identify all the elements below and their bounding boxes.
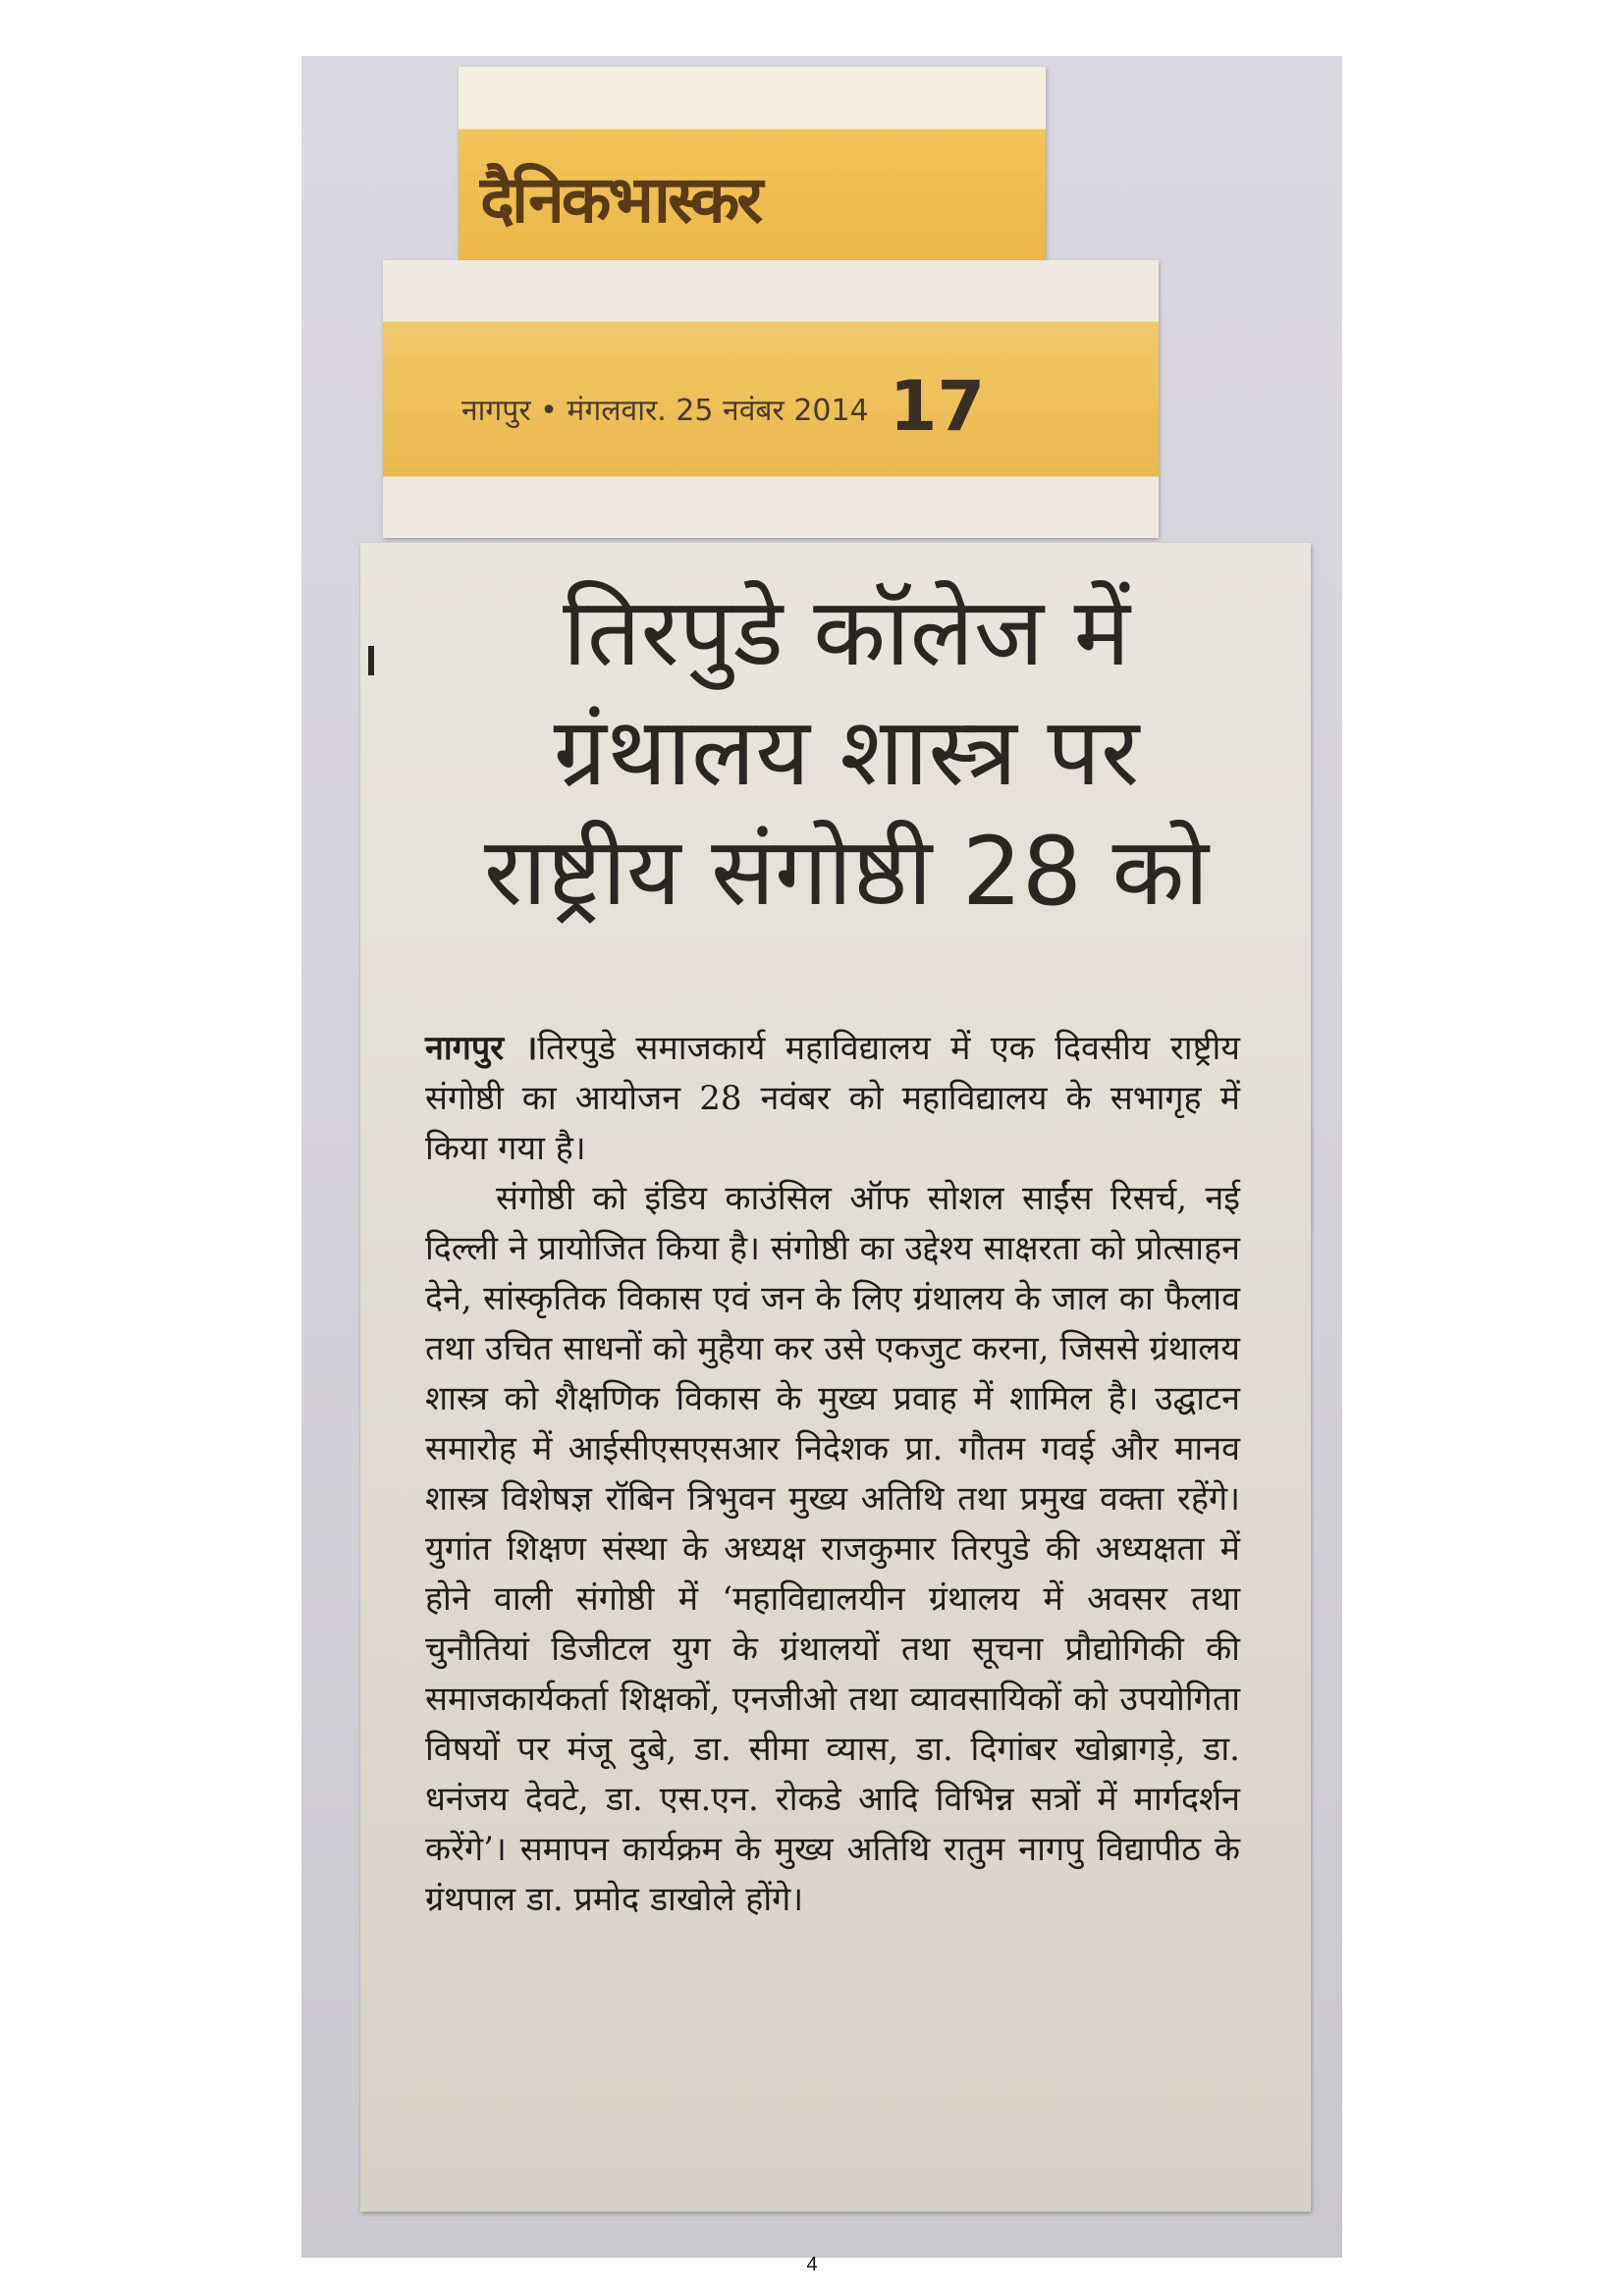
page-number: 4 (806, 2254, 818, 2275)
headline-line-3: राष्ट्रीय संगोष्ठी 28 को (483, 817, 1210, 927)
headline-line-2: ग्रंथालय शास्त्र पर (553, 697, 1140, 807)
article-clipping (360, 543, 1311, 2212)
article-headline (400, 572, 1293, 932)
newspaper-page-number: 17 (889, 366, 986, 447)
dateline-clipping (383, 260, 1159, 538)
torn-edge-mark (368, 646, 374, 675)
paragraph-1-text: तिरपुडे समाजकार्य महाविद्यालय में एक दिवसीय राष्ट्रीय संगोष्ठी का आयोजन 28 नवंबर को महाविद्यालय के सभागृह में किया गया है। (425, 1029, 1240, 1168)
masthead-clipping (459, 67, 1046, 275)
dateline-strip (461, 366, 985, 447)
newspaper-logo: दैनिकभास्कर (480, 162, 761, 238)
headline-line-1: तिरपुडे कॉलेज में (562, 577, 1131, 687)
article-body (425, 1024, 1240, 1925)
article-paragraph-2: संगोष्ठी को इंडिय काउंसिल ऑफ सोशल साईंस रिसर्च, नई दिल्ली ने प्रायोजित किया है। संगोष्ठी का उद्देश्य साक्षरता को प्रोत्साहन देने, सांस्कृतिक विकास एवं जन के लिए ग्रंथालय के जाल का फैलाव तथा उचित साधनों को मुहैया कर उसे एकजुट करना, जिससे ग्रंथालय शास्त्र को शैक्षणिक विकास के मुख्य प्रवाह में शामिल है। उद्घाटन समारोह में आईसीएसएसआर निदेशक प्रा. गौतम गवई और मानव शास्त्र विशेषज्ञ रॉबिन त्रिभुवन मुख्य अतिथि तथा प्रमुख वक्ता रहेंगे। युगांत शिक्षण संस्था के अध्यक्ष राजकुमार तिरपुडे की अध्यक्षता में होने वाली संगोष्ठी में ‘महाविद्यालयीन ग्रंथालय में अवसर तथा चुनौतियां डिजीटल युग के ग्रंथालयों तथा सूचना प्रौद्योगिकी की समाजकार्यकर्ता शिक्षकों, एनजीओ तथा व्यावसायिकों को उपयोगिता विषयों पर मंजू दुबे, डा. सीमा व्यास, डा. दिगांबर खोब्रागड़े, डा. धनंजय देवटे, डा. एस.एन. रोकडे आदि विभिन्न सत्रों में मार्गदर्शन करेंगे’। समापन कार्यक्रम के मुख्य अतिथि रातुम नागपु विद्यापीठ के ग्रंथपाल डा. प्रमोद डाखोले होंगे। (425, 1179, 1240, 1919)
edition-date: नागपुर • मंगलवार. 25 नवंबर 2014 (461, 394, 869, 428)
article-paragraph-1 (425, 1024, 1240, 1174)
article-dateline: नागपुर । (425, 1029, 538, 1068)
